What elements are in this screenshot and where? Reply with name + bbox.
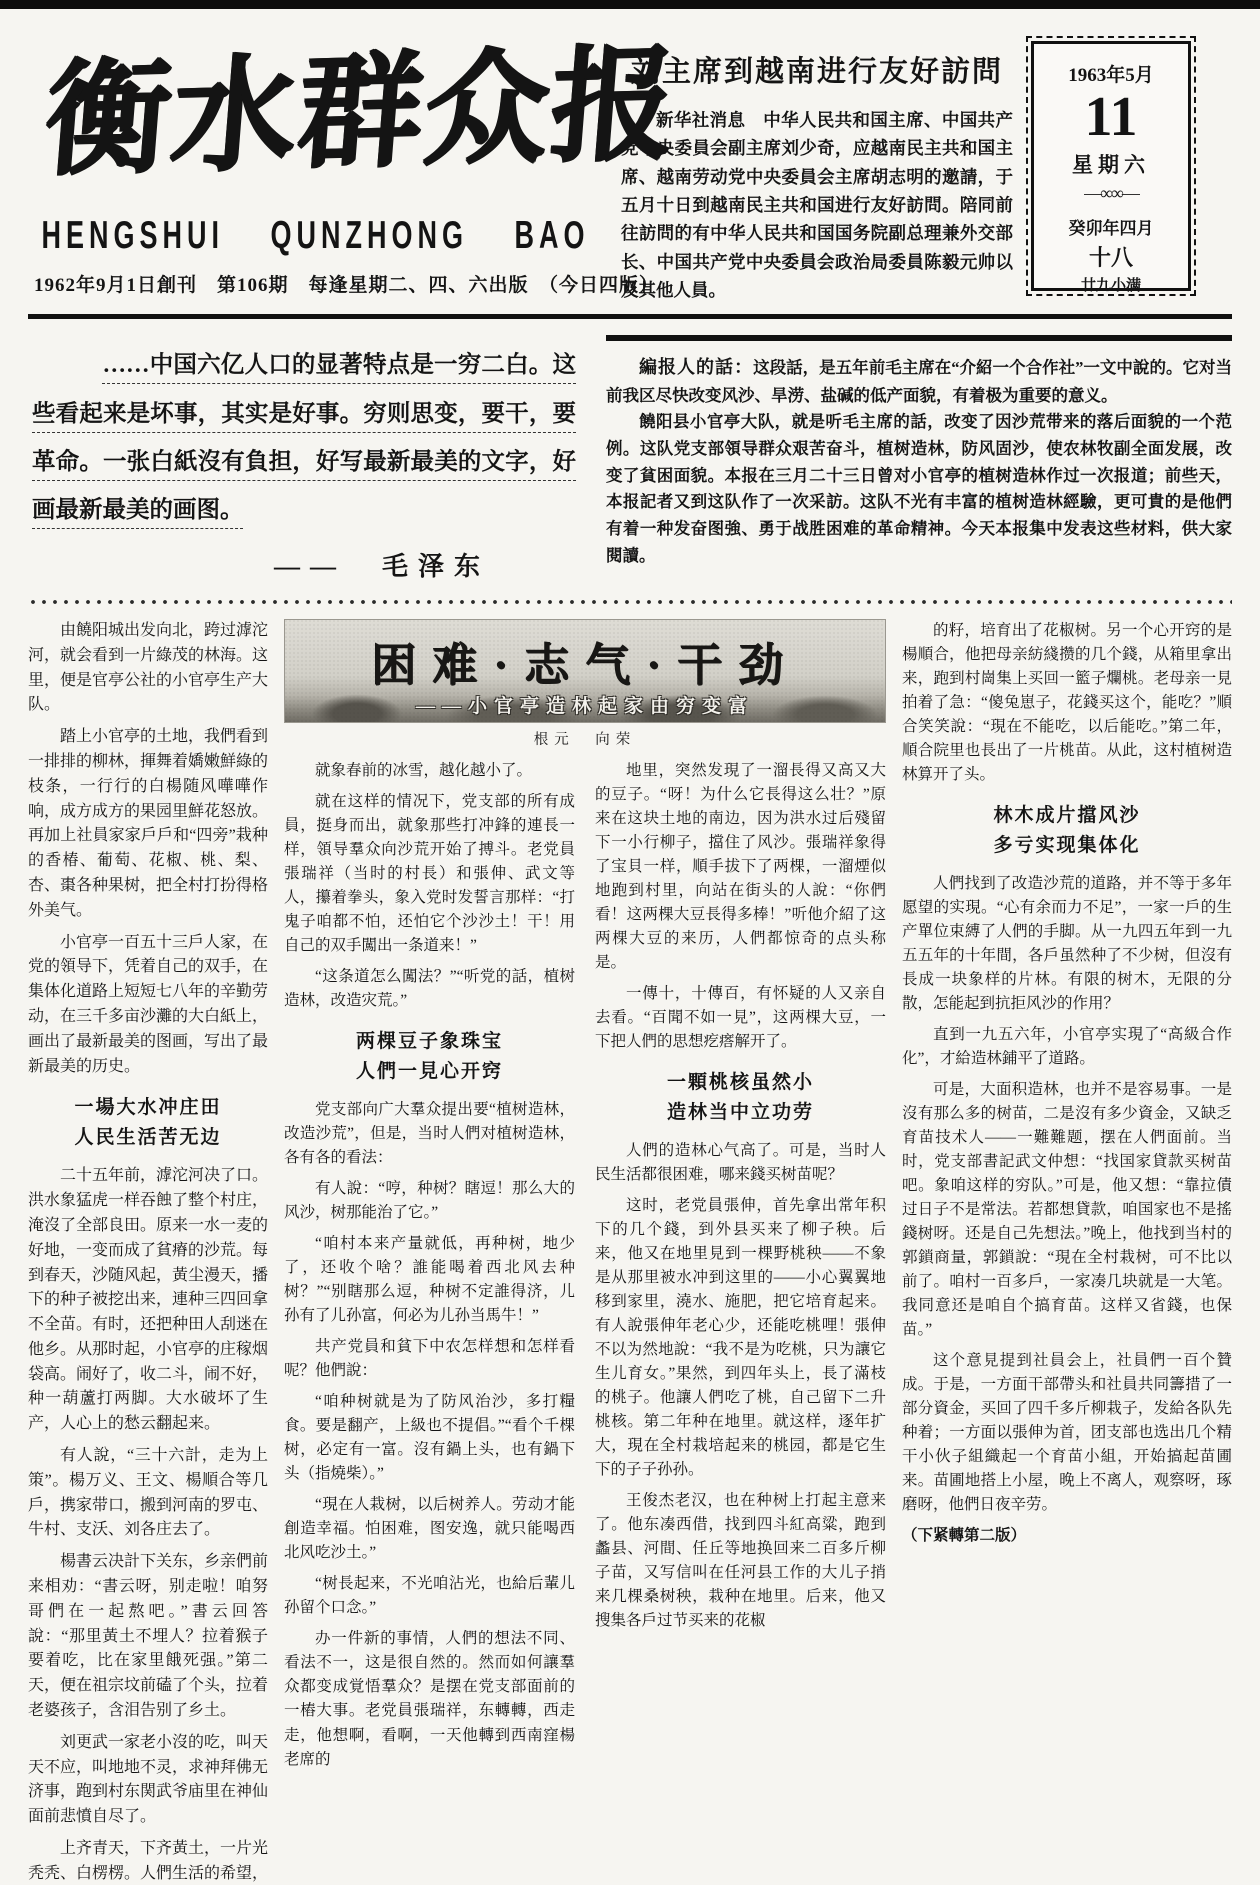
subhead-forest-belt: 林木成片擋风沙 多亏实现集体化 [993, 805, 1141, 856]
masthead [28, 35, 683, 304]
date-weekday: 星期六 [1072, 152, 1150, 177]
paragraph: 地里，突然发現了一溜長得又高又大的豆子。“呀！为什么它長得这么壮？”原来在这块土地的南边，因为洪水过后殘留下一小行柳子，擋住了风沙。張瑞祥象得了宝貝一样，順手拔下了两棵，一溜煙似地跑到村里，向站在街头的人說：“你們看！这两棵大豆長得多棒！”听他介紹了这两棵大豆的来历，人們都惊奇的点头称是。 [595, 762, 886, 972]
scan-edge-strip [0, 0, 1260, 9]
paragraph: 楊書云决計下关东，乡亲們前来相劝：“書云呀，别走啦！咱努哥們在一起熬吧。”書云回答說：“那里黃土不埋人？拉着猴子要着吃，比在家里餓死强。”第二天，便在祖宗坟前磕了个头，拉着老婆孩子，含泪告别了乡土。 [28, 1553, 269, 1720]
paragraph: 办一件新的事情，人們的想法不同、看法不一，这是很自然的。然而如何讓羣众都变成覚悟羣众？是摆在党支部面前的一樁大事。老党員張瑞祥，东轉轉，西走走，他想啊，看啊，一天他轉到西南窪楊老席的 [284, 1630, 575, 1768]
paragraph: “咱种树就是为了防风治沙，多打糧食。要是翻产，上級也不提倡。”“看个千棵树，必定有一富。沒有鍋上头，也有鍋下头（指燒柴）。” [284, 1393, 575, 1483]
editor-note-label: 編报人的話： [639, 357, 754, 378]
continuation-note: （下紧轉第二版） [902, 1527, 1027, 1545]
center-block [284, 619, 886, 1885]
editor-note-paragraph-1 [606, 353, 1232, 409]
paragraph: 小官亭一百五十三戶人家，在党的領导下，凭着自己的双手，在集体化道路上短短七八年的辛勤劳动，在三千多亩沙灘的大白紙上，画出了最新最美的图画，写出了最新最美的历史。 [28, 933, 269, 1075]
paragraph: 直到一九五六年，小官亭实現了“高級合作化”，才給造林鋪平了道路。 [902, 1026, 1232, 1068]
lunar-day: 十八 [1088, 244, 1133, 270]
paragraph: 二十五年前，滹沱河决了口。洪水象猛虎一样吞蝕了整个村庄，淹沒了全部良田。原来一水一麦的好地，一变而成了貧瘠的沙荒。每到春天，沙随风起，黃尘漫天，播下的种子被挖出来，連种三四回拿不全苗。有时，还把种田人刮迷在他乡。从那时起，小官亭的庄稼烟袋高。闹好了，收二斗，闹不好，种一葫蘆打两脚。大水破坏了生产，人心上的愁云翻起来。 [28, 1167, 269, 1433]
paragraph: 有人說，“三十六計，走为上策”。楊万义、王文、楊順合等几戶，携家带口，搬到河南的罗屯、牛村、支沃、刘各庄去了。 [28, 1447, 269, 1539]
paragraph: 就在这样的情况下，党支部的所有成員，挺身而出，就象那些打冲鋒的連長一样，領导羣众向沙荒开始了搏斗。老党員張瑞祥（当时的村長）和張伸、武文等人，攥着拳头，象入党时发誓言那样：“打鬼子咱都不怕，还怕它个沙沙土！干！用自己的双手闖出一条道来！” [284, 793, 575, 955]
paragraph: 人們找到了改造沙荒的道路，并不等于多年愿望的实現。“心有余而力不足”，一家一戶的生产單位束縛了人們的手脚。从一九四五年到一九五五年的十年間，各戶虽然种了不少树，但沒有長成一块象样的片林。有限的树木，无限的分散，怎能起到抗拒风沙的作用？ [902, 875, 1232, 1013]
mao-quote-box [28, 335, 580, 583]
paragraph: 人們的造林心气高了。可是，当时人民生活都很困难，哪来錢买树苗呢？ [595, 1142, 886, 1184]
quote-row [0, 319, 1260, 583]
photo-headline: 困难·志气·干劲 [370, 640, 799, 691]
paragraph: “树長起来，不光咱沾光，也給后輩儿孙留个口念。” [284, 1575, 575, 1617]
column-3 [595, 759, 886, 1778]
photo-caption: 根元 向荣 [533, 732, 637, 749]
paragraph: 这时，老党員張伸，首先拿出常年积下的几个錢，到外县买来了柳子秧。后来，他又在地里見到一棵野桃秧——不象是从那里被水冲到这里的——小心翼翼地移到家里，澆水、施肥，把它培育起来。有人說張伸年老心少，还能吃桃哩！張伸不以为然地說：“我不是为吃桃，只为讓它生儿育女。”果然，到四年头上，長了滿枝的桃子。他讓人們吃了桃，自己留下二升桃核。第二年种在地里。就这样，逐年扩大，現在全村栽培起来的桃园，都是它生下的子子孙孙。 [595, 1197, 886, 1479]
paragraph: “咱村本来产量就低，再种树，地少了，还收个啥？誰能喝着西北风去种树？”“别瞎那么逗，种树不定誰得济，儿孙有了儿孙富，何必为儿孙当馬牛！” [284, 1235, 575, 1325]
mao-quote-attribution: —— 毛泽东 [273, 552, 490, 582]
masthead-latin-title: HENGSHUI QUNZHONG BAO [41, 213, 590, 257]
subhead-peach-pit: 一顆桃核虽然小 造林当中立功劳 [666, 1072, 814, 1123]
header [0, 9, 1260, 304]
column-4 [902, 619, 1232, 1885]
top-article [621, 35, 1013, 304]
paragraph: 这个意見提到社員会上，社員們一百个贊成。于是，一方面干部帶头和社員共同籌措了一部分資金，买回了四千多斤柳栽子，发給各队先种着；一方面以張伸为首，团支部也选出几个精干小伙子組織起一个育苗小組，开始搞起苗圃来。苗圃地搭上小屋，晚上不离人，观察呀，琢磨呀，他們日夜辛劳。 [902, 1352, 1232, 1514]
subhead-flood: 一場大水冲庄田 人民生活苦无边 [74, 1097, 222, 1148]
paragraph: 有人說：“哼，种树？瞎逗！那么大的风沙，树那能治了它。” [284, 1180, 575, 1222]
paragraph: 共产党員和貧下中农怎样想和怎样看呢？他們說： [284, 1338, 575, 1380]
paragraph: 就象春前的冰雪，越化越小了。 [315, 762, 533, 780]
article-body-grid [0, 615, 1260, 1885]
photo-subtitle: ——小官亭造林起家由穷变富 [415, 696, 754, 718]
date-day: 11 [1084, 86, 1138, 148]
chain-divider [28, 597, 1232, 607]
paragraph: 可是，大面积造林，也并不是容易事。一是沒有那么多的树苗，二是沒有多少資金，又缺乏育苗技术人——一難難题，摆在人們面前。当时，党支部書記武文仲想：“找国家貸款买树苗吧。象咱这样的穷队。”可是，他又想：“靠拉債过日子不是常法。若都想貸款，咱国家也不是搖錢树呀。还是自己先想法。”晚上，他找到当村的郭鎖商量，郭鎖說：“現在全村栽树，可不比以前了。咱村一百多戶，一家凑几块就是一大笔。我同意还是咱自个搞育苗。这样又省錢，也保苗。” [902, 1081, 1232, 1339]
editor-note-text-1: 这段話，是五年前毛主席在“介紹一个合作社”一文中說的。它对当前我区尽快改变风沙、旱涝、盐碱的低产面貌，有着极为重要的意义。 [606, 358, 1233, 405]
lead-photo [284, 619, 886, 723]
article-headline: 刘主席到越南进行友好訪問 [630, 56, 1003, 88]
paragraph: “現在人栽树，以后树养人。劳动才能創造幸福。怕困难，图安逸，就只能喝西北风吃沙土。” [284, 1496, 575, 1562]
article-body: 新华社消息 中华人民共和国主席、中国共产党中央委員会副主席刘少奇，应越南民主共和国主席、越南劳动党中央委員会主席胡志明的邀請，于五月十日到越南民主共和国进行友好訪問。陪同前往訪問的有中华人民共和国国务院副总理兼外交部长、中国共产党中央委員会政治局委員陈毅元帅以及其他人員。 [621, 110, 1013, 301]
masthead-title: 衡水群众报 [39, 36, 683, 190]
publication-info: 1962年9月1日創刊 第106期 每逢星期二、四、六出版 （今日四版） [34, 275, 660, 297]
mao-quote-text: ……中国六亿人口的显著特点是一穷二白。这些看起来是坏事，其实是好事。穷则思变，要干，要革命。一张白紙沒有負担，好写最新最美的文字，好画最新最美的画图。 [32, 352, 576, 523]
subhead-beans: 两棵豆子象珠宝 人們一見心开窍 [355, 1031, 503, 1082]
editor-note-paragraph-2: 饒阳县小官亭大队，就是听毛主席的話，改变了因沙荒带来的落后面貌的一个范例。这队党支部領导群众艰苦奋斗，植树造林，防风固沙，使农林牧副全面发展，改变了貧困面貌。本报在三月二十三日曾对小官亭的植树造林作过一次报道；前些天，本报記者又到这队作了一次采訪。这队不光有丰富的植树造林經驗，更可貴的是他們有着一种发奋图強、勇于战胜困难的革命精神。今天本报集中发表这些材料，供大家閱讀。 [606, 412, 1232, 565]
center-columns [284, 759, 886, 1778]
paragraph: 踏上小官亭的土地，我們看到一排排的柳林，揮舞着嬌嫩鮮綠的枝条，一行行的白楊随风嘩嘩作响，成方成方的果园里鮮花怒放。再加上社員家家戶戶和“四旁”栽种的香椿、葡萄、花椒、桃、梨、杏、棗各种果树，把全村打扮得格外美气。 [28, 728, 269, 919]
editor-note [606, 335, 1232, 583]
paragraph: 刘更武一家老小沒的吃，叫天天不应，叫地地不灵，求神拜佛无济事，跑到村东関武爷庙里在神仙面前悲憤自尽了。 [28, 1733, 269, 1826]
solar-term: 廿九小满 [1080, 277, 1141, 294]
paragraph: 王俊杰老汉，也在种树上打起主意来了。他东凑西借，找到四斗紅高粱，跑到蠡县、河間、任丘等地换回来二百多斤柳子苗，又写信叫在任河县工作的大儿子捎来几棵桑树秧，栽种在地里。后来，他又搜集各戶过节买来的花椒 [595, 1492, 886, 1630]
paragraph: 上齐青天，下齐黃土，一片光秃秃、白楞楞。人們生活的希望， [28, 1840, 269, 1882]
column-1 [28, 619, 268, 1885]
column-2 [284, 759, 575, 1778]
date-ornament: —∞∞— [1084, 182, 1138, 203]
paragraph: 的籽，培育出了花椒树。另一个心开窍的是楊順合，他把母亲紡綫攒的几个錢，从箱里拿出来，跑到村崗集上买回一籃子爛桃。老母亲一見拍着了急：“傻兔崽子，花錢买这个，能吃？”順合笑笑說：“現在不能吃，以后能吃。”第二年，順合院里也長出了一片桃苗。从此，这村植树造林算开了头。 [902, 622, 1232, 784]
paragraph: “这条道怎么闖法？”“听党的話，植树造林，改造灾荒。” [284, 968, 575, 1010]
lunar-year: 癸卯年四月 [1068, 218, 1154, 238]
date-box [1031, 41, 1191, 294]
paragraph: 党支部向广大羣众提出要“植树造林，改造沙荒”，但是，当时人們对植树造林，各有各的看法： [284, 1101, 575, 1167]
paragraph: 一傳十，十傳百，有怀疑的人又亲自去看。“百聞不如一見”，这两棵大豆，一下把人們的思想疙瘩解开了。 [595, 985, 886, 1051]
date-year-month: 1963年5月 [1068, 65, 1154, 86]
paragraph: 由饒阳城出发向北，跨过滹沱河，就会看到一片綠茂的林海。这里，便是官亭公社的小官亭生产大队。 [28, 622, 269, 714]
